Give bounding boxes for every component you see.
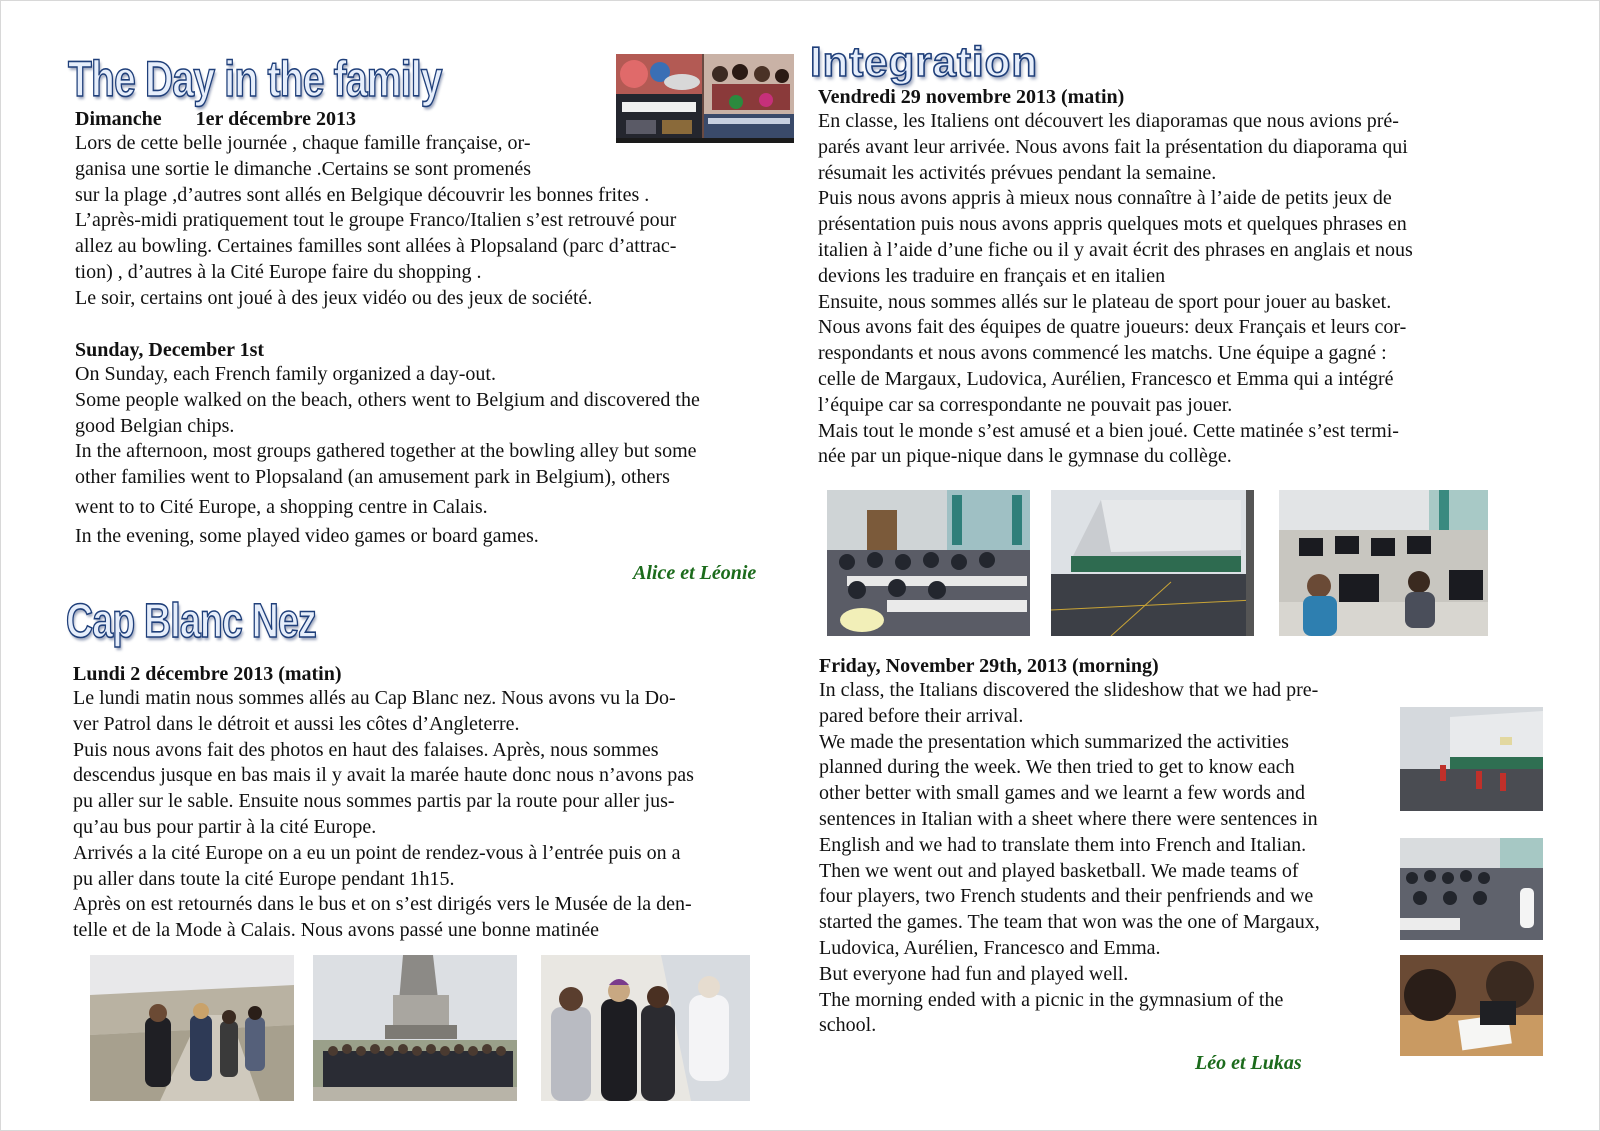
integration-photo-computer-room [1279, 490, 1488, 636]
cap-text: Le lundi matin nous sommes allés au Cap Blanc nez. Nous avons vu la Do- ver Patrol dans le détroit et aussi les côtes d’Angleterre. Puis nous avons fait des photos en haut des falaises. Après, nous sommes descendus jusque en bas mais il y avait la marée haute donc nous n’avons pas pu aller sur le sable. Ensuite nous sommes partis par la route pour aller jus- qu’au bus pour partir à la cité Europe. Arrivés a la cité Europe on a eu un point de rendez-vous à l’entrée puis on a pu aller dans toute la cité Europe pendant 1h15. Après on est retournés dans le bus et on s’est dirigés vers le Musée de la den- telle et de la Mode à Calais. Nous avons passé une bonne matinée [73, 687, 694, 942]
integration-fr-date: Vendredi 29 novembre 2013 (matin) [818, 86, 1125, 108]
integration-photo-basketball [1400, 707, 1543, 811]
family-signature: Alice et Léonie [633, 562, 757, 584]
cap-date: Lundi 2 décembre 2013 (matin) [73, 663, 342, 685]
integration-en-text: In class, the Italians discovered the slideshow that we had pre- pared before their arrival. We made the presentation which summarized the activities planned during the week. We then tried to get to know each other better with small games and we learnt a few words and sentences in Italian with a sheet where there were sentences in English and we had to translate them into French and Italian. Then we went out and played basketball. We made teams of four players, two French students and their penfriends and we started the games. The team that won was the one of Margaux, Ludovica, Aurélien, Francesco and Emma. But everyone had fun and played well. The morning ended with a picnic in the gymnasium of the school. [819, 679, 1320, 1037]
integration-photo-classroom [827, 490, 1030, 636]
family-fr-text: Lors de cette belle journée , chaque famille française, or- ganisa une sortie le dimanche .Certains se sont promenés sur la plage ,d’autres sont allés en Belgique découvrir les bonnes frites . L’après-midi pratiquement tout le groupe Franco/Italien s’est retrouvé pour allez au bowling. Certaines familles sont allées à Plopsaland (parc d’attrac- tion) , d’autres à la Cité Europe faire du shopping . Le soir, certains ont joué à des jeux vidéo ou des jeux de société. [75, 132, 677, 309]
integration-photo-class-group [1400, 838, 1543, 940]
integration-fr-text: En classe, les Italiens ont découvert les diaporamas que nous avions pré- parés avant leur arrivée. Nous avons fait la présentation du diaporama qui résumait les activités prévues pendant la semaine. Puis nous avons appris à mieux nous connaître à l’aide de petits jeux de présentation puis nous avons appris quelques mots et quelques phrases en italien à l’aide d’une fiche ou il y avait écrit des phrases en anglais et nous devions les traduire en français et en italien Ensuite, nous sommes allés sur le plateau de sport pour jouer au basket. Nous avons fait des équipes de quatre joueurs: deux Français et leurs cor- respondants et nous avons commencé les matchs. Une équipe a gagné : celle de Margaux, Ludovica, Aurélien, Francesco et Emma qui a intégré l’équipe car sa correspondante ne pouvait pas jouer. Mais tout le monde s’est amusé et a bien joué. Cette matinée s’est termi- née par un pique-nique dans le gymnase du collège. [818, 110, 1413, 468]
integration-en-date: Friday, November 29th, 2013 (morning) [819, 655, 1159, 677]
family-en-date: Sunday, December 1st [75, 339, 265, 361]
cap-photo-path [90, 955, 294, 1101]
integration-signature: Léo et Lukas [1195, 1052, 1302, 1074]
family-en-text: On Sunday, each French family organized a day-out. Some people walked on the beach, others went to Belgium and discovered the good Belgian chips. In the afternoon, most groups gathered together at the bowling alley but some other families went to Plopsaland (an amusement park in Belgium), others went to to Cité Europe, a shopping centre in Calais. In the evening, some played video games or board games. [75, 363, 700, 547]
family-title: The Day in the family [68, 51, 442, 107]
integration-photo-gym-exterior [1051, 490, 1254, 636]
integration-photo-writing [1400, 955, 1543, 1056]
family-fr-date: Dimanche 1er décembre 2013 [75, 108, 356, 130]
cap-title: Cap Blanc Nez [66, 595, 316, 648]
bowling-photo-collage [616, 54, 794, 143]
cap-photo-monument [313, 955, 517, 1101]
integration-title: Integration [810, 38, 1038, 85]
cap-photo-beach [541, 955, 750, 1101]
